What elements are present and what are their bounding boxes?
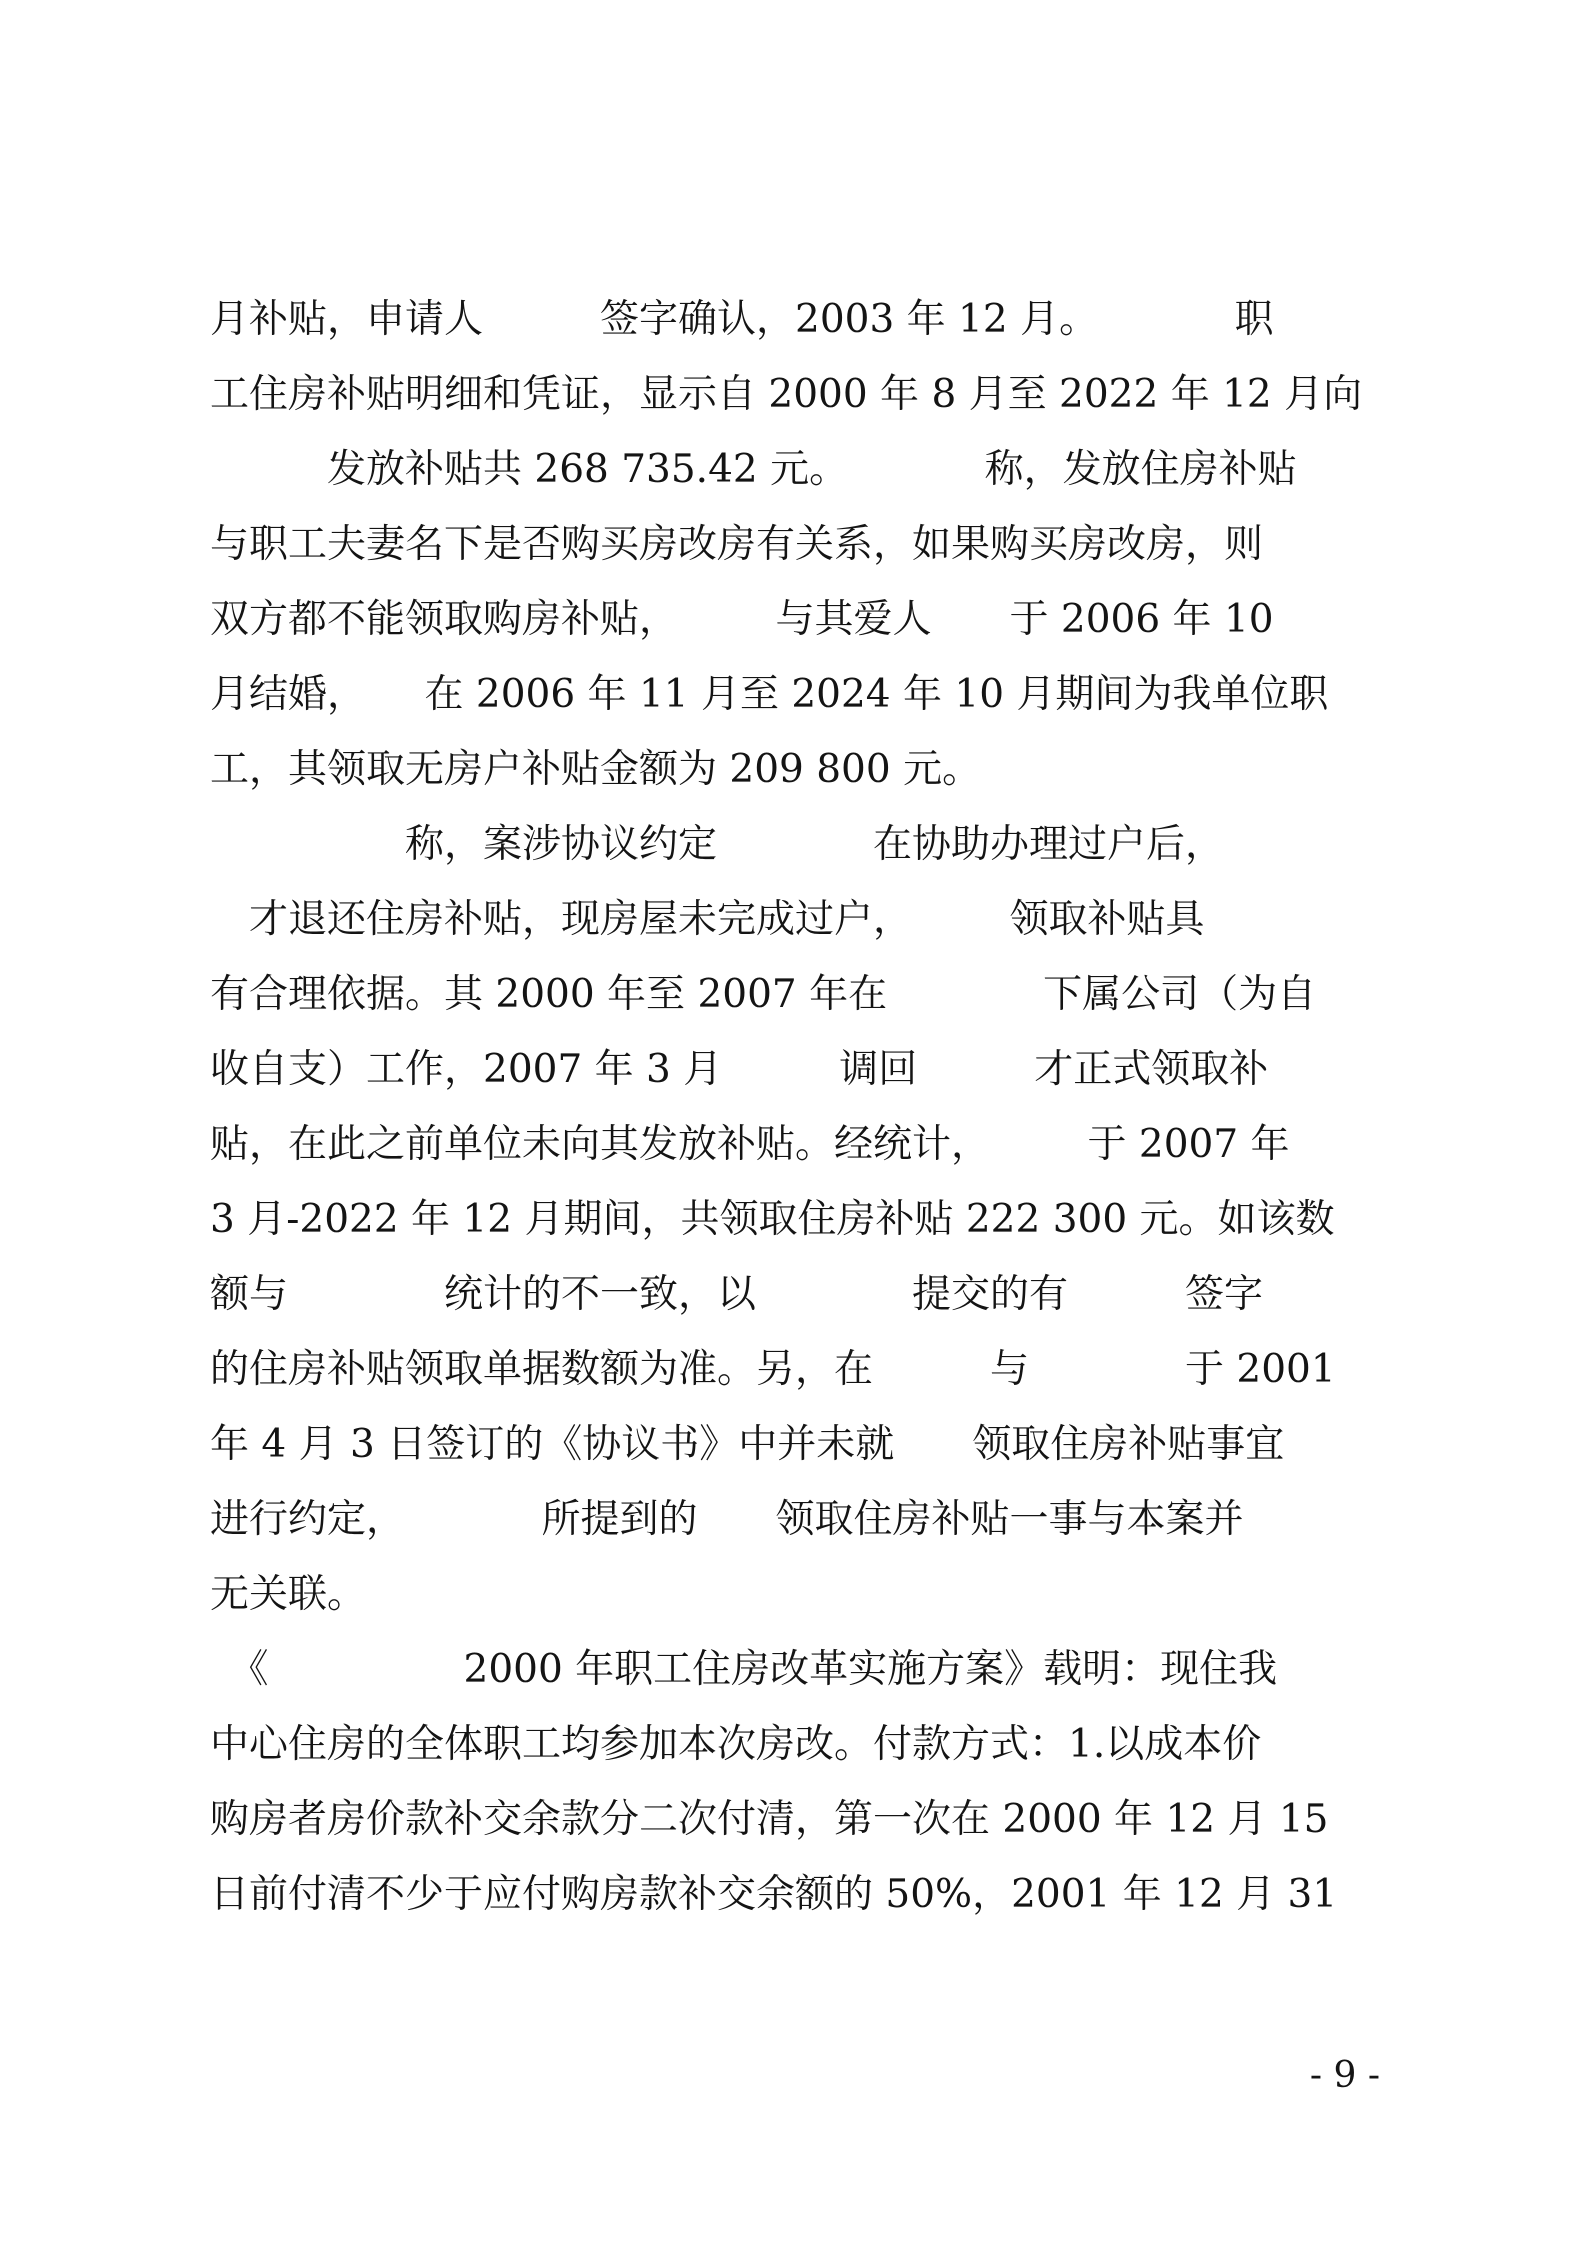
text-line: 月补贴，申请人 签字确认，2003 年 12 月。 职 [210,297,1274,342]
text-line: 的住房补贴领取单据数额为准。另，在 与 于 2001 [210,1347,1336,1392]
text-line: 与职工夫妻名下是否购买房改房有关系，如果购买房改房，则 [210,522,1264,567]
text-line: 工住房补贴明细和凭证，显示自 2000 年 8 月至 2022 年 12 月向 [210,372,1363,417]
text-line: 有合理依据。其 2000 年至 2007 年在 下属公司（为自 [210,972,1317,1017]
text-line: 月结婚， 在 2006 年 11 月至 2024 年 10 月期间为我单位职 [210,672,1329,717]
text-line: 购房者房价款补交余款分二次付清，第一次在 2000 年 12 月 15 [210,1797,1329,1842]
text-line: 双方都不能领取购房补贴， 与其爱人 于 2006 年 10 [210,597,1274,642]
text-line: 收自支）工作，2007 年 3 月 调回 才正式领取补 [210,1047,1269,1092]
text-line: 发放补贴共 268 735.42 元。 称，发放住房补贴 [210,447,1297,492]
text-line: 才退还住房补贴，现房屋未完成过户， 领取补贴具 [210,897,1205,942]
text-line: 工，其领取无房户补贴金额为 209 800 元。 [210,747,982,792]
text-line: 中心住房的全体职工均参加本次房改。付款方式：1.以成本价 [210,1722,1262,1767]
text-line: 贴，在此之前单位未向其发放补贴。经统计， 于 2007 年 [210,1122,1290,1167]
text-line: 日前付清不少于应付购房款补交余额的 50%，2001 年 12 月 31 [210,1872,1338,1917]
text-line: 无关联。 [210,1572,367,1617]
text-line: 称，案涉协议约定 在协助办理过户后， [210,822,1225,867]
text-line: 年 4 月 3 日签订的《协议书》中并未就 领取住房补贴事宜 [210,1422,1285,1467]
text-line: 《 2000 年职工住房改革实施方案》载明：现住我 [210,1647,1278,1692]
page-number: - 9 - [1309,2055,1380,2096]
text-line: 3 月-2022 年 12 月期间，共领取住房补贴 222 300 元。如该数 [210,1197,1335,1242]
text-line: 额与 统计的不一致，以 提交的有 签字 [210,1272,1264,1317]
text-line: 进行约定， 所提到的 领取住房补贴一事与本案并 [210,1497,1244,1542]
